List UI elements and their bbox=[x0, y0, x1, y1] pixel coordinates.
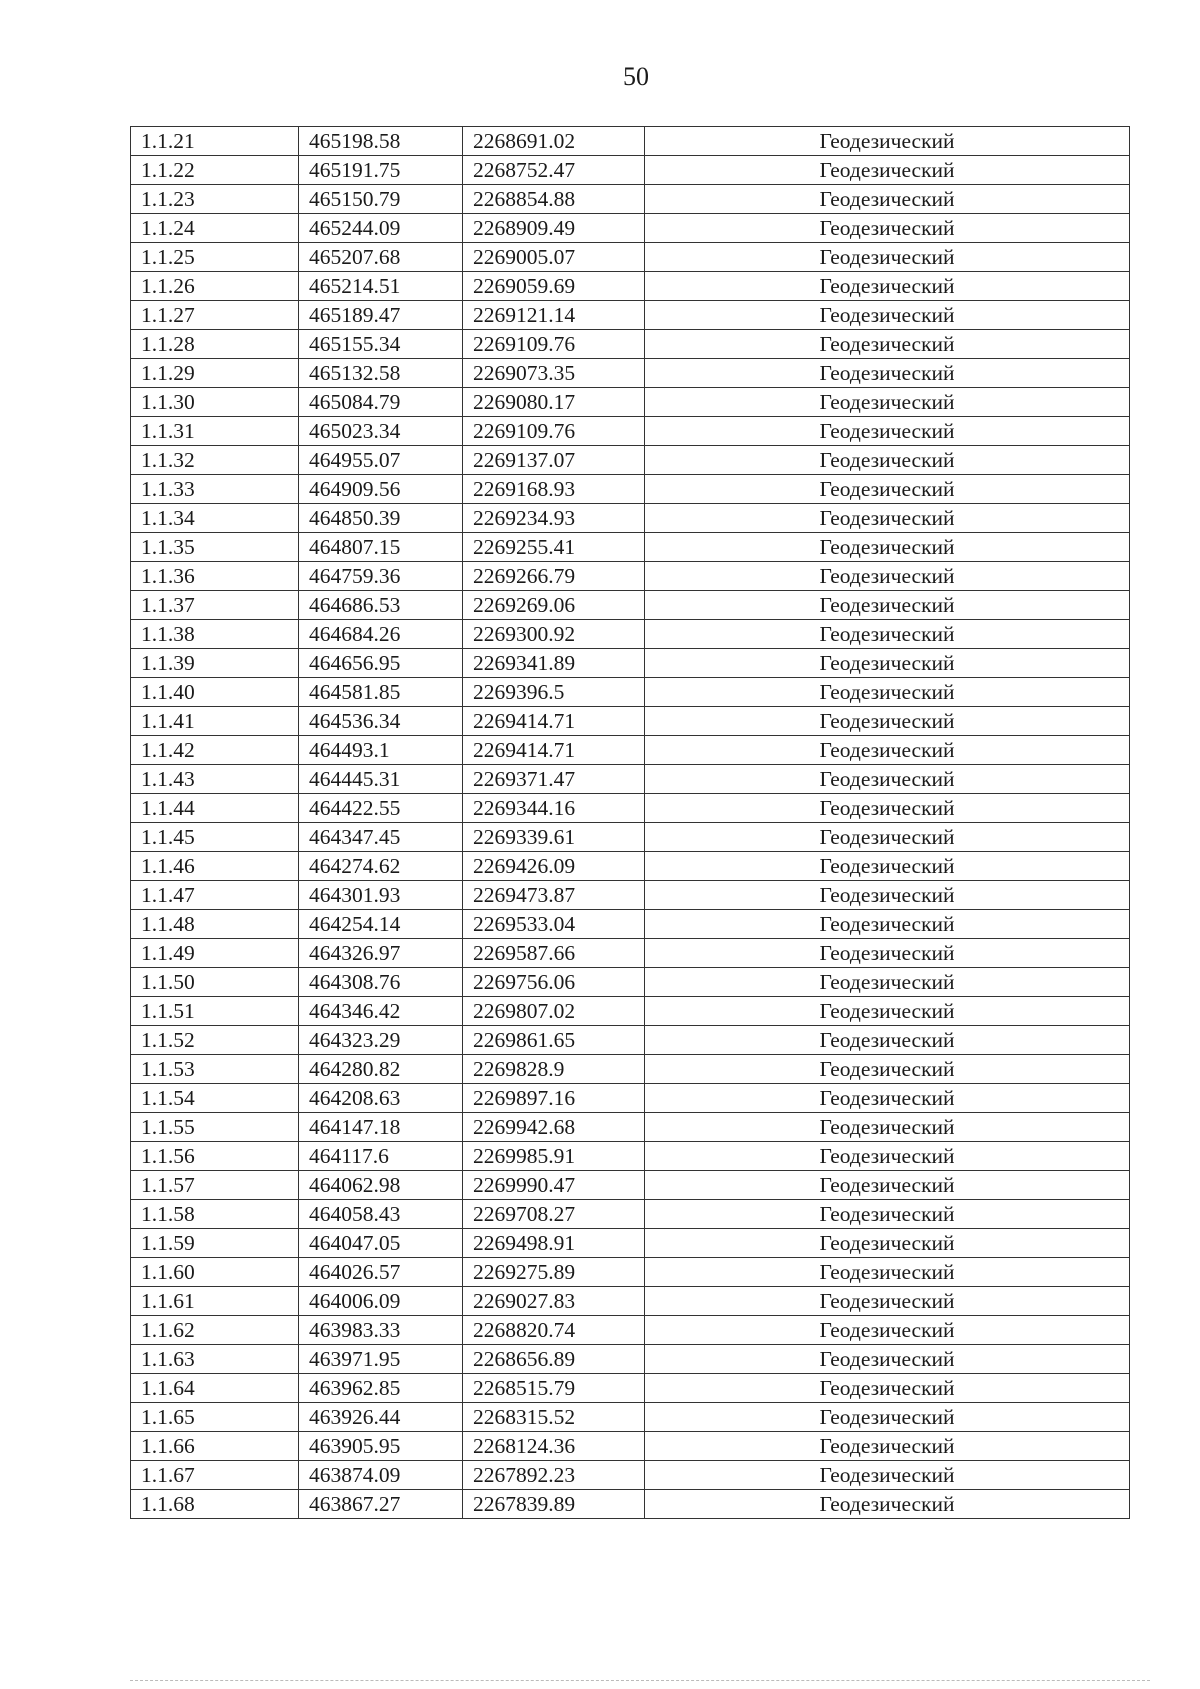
method-cell: Геодезический bbox=[645, 301, 1130, 330]
y-coordinate-cell: 2269426.09 bbox=[463, 852, 645, 881]
y-coordinate-cell: 2269168.93 bbox=[463, 475, 645, 504]
point-id-cell: 1.1.40 bbox=[131, 678, 299, 707]
y-coordinate-cell: 2268315.52 bbox=[463, 1403, 645, 1432]
method-cell: Геодезический bbox=[645, 1490, 1130, 1519]
x-coordinate-cell: 465214.51 bbox=[299, 272, 463, 301]
point-id-cell: 1.1.52 bbox=[131, 1026, 299, 1055]
x-coordinate-cell: 463962.85 bbox=[299, 1374, 463, 1403]
table-row bbox=[131, 649, 1130, 678]
point-id-cell: 1.1.33 bbox=[131, 475, 299, 504]
point-id-cell: 1.1.42 bbox=[131, 736, 299, 765]
y-coordinate-cell: 2269756.06 bbox=[463, 968, 645, 997]
y-coordinate-cell: 2269828.9 bbox=[463, 1055, 645, 1084]
y-coordinate-cell: 2269344.16 bbox=[463, 794, 645, 823]
x-coordinate-cell: 464326.97 bbox=[299, 939, 463, 968]
x-coordinate-cell: 464301.93 bbox=[299, 881, 463, 910]
y-coordinate-cell: 2269234.93 bbox=[463, 504, 645, 533]
table-row bbox=[131, 359, 1130, 388]
y-coordinate-cell: 2269121.14 bbox=[463, 301, 645, 330]
x-coordinate-cell: 465207.68 bbox=[299, 243, 463, 272]
method-cell: Геодезический bbox=[645, 1461, 1130, 1490]
x-coordinate-cell: 463905.95 bbox=[299, 1432, 463, 1461]
point-id-cell: 1.1.36 bbox=[131, 562, 299, 591]
method-cell: Геодезический bbox=[645, 1403, 1130, 1432]
point-id-cell: 1.1.64 bbox=[131, 1374, 299, 1403]
x-coordinate-cell: 464536.34 bbox=[299, 707, 463, 736]
y-coordinate-cell: 2267892.23 bbox=[463, 1461, 645, 1490]
x-coordinate-cell: 464347.45 bbox=[299, 823, 463, 852]
x-coordinate-cell: 464684.26 bbox=[299, 620, 463, 649]
method-cell: Геодезический bbox=[645, 591, 1130, 620]
method-cell: Геодезический bbox=[645, 1055, 1130, 1084]
table-row bbox=[131, 562, 1130, 591]
table-row bbox=[131, 1374, 1130, 1403]
method-cell: Геодезический bbox=[645, 475, 1130, 504]
point-id-cell: 1.1.53 bbox=[131, 1055, 299, 1084]
point-id-cell: 1.1.28 bbox=[131, 330, 299, 359]
y-coordinate-cell: 2269371.47 bbox=[463, 765, 645, 794]
y-coordinate-cell: 2269498.91 bbox=[463, 1229, 645, 1258]
point-id-cell: 1.1.63 bbox=[131, 1345, 299, 1374]
table-row bbox=[131, 330, 1130, 359]
table-row bbox=[131, 243, 1130, 272]
table-row bbox=[131, 1055, 1130, 1084]
table-row bbox=[131, 736, 1130, 765]
table-row bbox=[131, 1142, 1130, 1171]
method-cell: Геодезический bbox=[645, 968, 1130, 997]
x-coordinate-cell: 464445.31 bbox=[299, 765, 463, 794]
scan-artifact-line bbox=[130, 1680, 1150, 1682]
y-coordinate-cell: 2269414.71 bbox=[463, 736, 645, 765]
point-id-cell: 1.1.56 bbox=[131, 1142, 299, 1171]
y-coordinate-cell: 2269109.76 bbox=[463, 417, 645, 446]
table-row bbox=[131, 1345, 1130, 1374]
table-row bbox=[131, 417, 1130, 446]
method-cell: Геодезический bbox=[645, 1026, 1130, 1055]
y-coordinate-cell: 2269708.27 bbox=[463, 1200, 645, 1229]
method-cell: Геодезический bbox=[645, 533, 1130, 562]
method-cell: Геодезический bbox=[645, 388, 1130, 417]
y-coordinate-cell: 2269137.07 bbox=[463, 446, 645, 475]
point-id-cell: 1.1.24 bbox=[131, 214, 299, 243]
y-coordinate-cell: 2268656.89 bbox=[463, 1345, 645, 1374]
table-row bbox=[131, 1200, 1130, 1229]
table-row bbox=[131, 504, 1130, 533]
method-cell: Геодезический bbox=[645, 359, 1130, 388]
x-coordinate-cell: 464759.36 bbox=[299, 562, 463, 591]
point-id-cell: 1.1.31 bbox=[131, 417, 299, 446]
method-cell: Геодезический bbox=[645, 881, 1130, 910]
y-coordinate-cell: 2267839.89 bbox=[463, 1490, 645, 1519]
method-cell: Геодезический bbox=[645, 417, 1130, 446]
x-coordinate-cell: 464062.98 bbox=[299, 1171, 463, 1200]
table-row bbox=[131, 591, 1130, 620]
y-coordinate-cell: 2269300.92 bbox=[463, 620, 645, 649]
point-id-cell: 1.1.44 bbox=[131, 794, 299, 823]
y-coordinate-cell: 2269073.35 bbox=[463, 359, 645, 388]
y-coordinate-cell: 2268820.74 bbox=[463, 1316, 645, 1345]
table-row bbox=[131, 475, 1130, 504]
x-coordinate-cell: 464308.76 bbox=[299, 968, 463, 997]
point-id-cell: 1.1.27 bbox=[131, 301, 299, 330]
table-row bbox=[131, 1171, 1130, 1200]
y-coordinate-cell: 2269266.79 bbox=[463, 562, 645, 591]
coordinates-table-body bbox=[131, 127, 1130, 1519]
table-row bbox=[131, 1229, 1130, 1258]
point-id-cell: 1.1.46 bbox=[131, 852, 299, 881]
table-row bbox=[131, 272, 1130, 301]
point-id-cell: 1.1.34 bbox=[131, 504, 299, 533]
y-coordinate-cell: 2268124.36 bbox=[463, 1432, 645, 1461]
method-cell: Геодезический bbox=[645, 1171, 1130, 1200]
table-row bbox=[131, 1113, 1130, 1142]
point-id-cell: 1.1.35 bbox=[131, 533, 299, 562]
x-coordinate-cell: 463971.95 bbox=[299, 1345, 463, 1374]
y-coordinate-cell: 2269027.83 bbox=[463, 1287, 645, 1316]
x-coordinate-cell: 464047.05 bbox=[299, 1229, 463, 1258]
table-row bbox=[131, 127, 1130, 156]
method-cell: Геодезический bbox=[645, 1084, 1130, 1113]
table-row bbox=[131, 1461, 1130, 1490]
point-id-cell: 1.1.60 bbox=[131, 1258, 299, 1287]
table-row bbox=[131, 446, 1130, 475]
y-coordinate-cell: 2268909.49 bbox=[463, 214, 645, 243]
y-coordinate-cell: 2269339.61 bbox=[463, 823, 645, 852]
x-coordinate-cell: 465132.58 bbox=[299, 359, 463, 388]
x-coordinate-cell: 465198.58 bbox=[299, 127, 463, 156]
method-cell: Геодезический bbox=[645, 736, 1130, 765]
point-id-cell: 1.1.51 bbox=[131, 997, 299, 1026]
method-cell: Геодезический bbox=[645, 1258, 1130, 1287]
y-coordinate-cell: 2269005.07 bbox=[463, 243, 645, 272]
method-cell: Геодезический bbox=[645, 185, 1130, 214]
point-id-cell: 1.1.21 bbox=[131, 127, 299, 156]
point-id-cell: 1.1.47 bbox=[131, 881, 299, 910]
method-cell: Геодезический bbox=[645, 330, 1130, 359]
table-row bbox=[131, 214, 1130, 243]
point-id-cell: 1.1.41 bbox=[131, 707, 299, 736]
method-cell: Геодезический bbox=[645, 939, 1130, 968]
method-cell: Геодезический bbox=[645, 1345, 1130, 1374]
method-cell: Геодезический bbox=[645, 214, 1130, 243]
y-coordinate-cell: 2269269.06 bbox=[463, 591, 645, 620]
table-row bbox=[131, 997, 1130, 1026]
method-cell: Геодезический bbox=[645, 852, 1130, 881]
point-id-cell: 1.1.57 bbox=[131, 1171, 299, 1200]
x-coordinate-cell: 465189.47 bbox=[299, 301, 463, 330]
y-coordinate-cell: 2269109.76 bbox=[463, 330, 645, 359]
method-cell: Геодезический bbox=[645, 1113, 1130, 1142]
y-coordinate-cell: 2269985.91 bbox=[463, 1142, 645, 1171]
table-row bbox=[131, 185, 1130, 214]
x-coordinate-cell: 464955.07 bbox=[299, 446, 463, 475]
method-cell: Геодезический bbox=[645, 1287, 1130, 1316]
x-coordinate-cell: 464280.82 bbox=[299, 1055, 463, 1084]
method-cell: Геодезический bbox=[645, 504, 1130, 533]
point-id-cell: 1.1.43 bbox=[131, 765, 299, 794]
table-row bbox=[131, 794, 1130, 823]
table-row bbox=[131, 765, 1130, 794]
y-coordinate-cell: 2268752.47 bbox=[463, 156, 645, 185]
point-id-cell: 1.1.58 bbox=[131, 1200, 299, 1229]
x-coordinate-cell: 463874.09 bbox=[299, 1461, 463, 1490]
x-coordinate-cell: 464850.39 bbox=[299, 504, 463, 533]
point-id-cell: 1.1.65 bbox=[131, 1403, 299, 1432]
table-row bbox=[131, 156, 1130, 185]
method-cell: Геодезический bbox=[645, 1200, 1130, 1229]
method-cell: Геодезический bbox=[645, 649, 1130, 678]
table-row bbox=[131, 1403, 1130, 1432]
method-cell: Геодезический bbox=[645, 1229, 1130, 1258]
method-cell: Геодезический bbox=[645, 620, 1130, 649]
x-coordinate-cell: 464323.29 bbox=[299, 1026, 463, 1055]
x-coordinate-cell: 464117.6 bbox=[299, 1142, 463, 1171]
method-cell: Геодезический bbox=[645, 446, 1130, 475]
y-coordinate-cell: 2269861.65 bbox=[463, 1026, 645, 1055]
point-id-cell: 1.1.26 bbox=[131, 272, 299, 301]
x-coordinate-cell: 465155.34 bbox=[299, 330, 463, 359]
method-cell: Геодезический bbox=[645, 156, 1130, 185]
page-number: 50 bbox=[623, 62, 649, 91]
x-coordinate-cell: 463867.27 bbox=[299, 1490, 463, 1519]
table-row bbox=[131, 620, 1130, 649]
y-coordinate-cell: 2269807.02 bbox=[463, 997, 645, 1026]
point-id-cell: 1.1.39 bbox=[131, 649, 299, 678]
x-coordinate-cell: 464686.53 bbox=[299, 591, 463, 620]
method-cell: Геодезический bbox=[645, 707, 1130, 736]
y-coordinate-cell: 2268691.02 bbox=[463, 127, 645, 156]
x-coordinate-cell: 464909.56 bbox=[299, 475, 463, 504]
point-id-cell: 1.1.29 bbox=[131, 359, 299, 388]
method-cell: Геодезический bbox=[645, 562, 1130, 591]
x-coordinate-cell: 464058.43 bbox=[299, 1200, 463, 1229]
table-row bbox=[131, 1258, 1130, 1287]
point-id-cell: 1.1.61 bbox=[131, 1287, 299, 1316]
y-coordinate-cell: 2269533.04 bbox=[463, 910, 645, 939]
y-coordinate-cell: 2269587.66 bbox=[463, 939, 645, 968]
point-id-cell: 1.1.50 bbox=[131, 968, 299, 997]
y-coordinate-cell: 2269942.68 bbox=[463, 1113, 645, 1142]
y-coordinate-cell: 2269341.89 bbox=[463, 649, 645, 678]
point-id-cell: 1.1.49 bbox=[131, 939, 299, 968]
point-id-cell: 1.1.59 bbox=[131, 1229, 299, 1258]
table-row bbox=[131, 388, 1130, 417]
point-id-cell: 1.1.66 bbox=[131, 1432, 299, 1461]
table-row bbox=[131, 1026, 1130, 1055]
method-cell: Геодезический bbox=[645, 794, 1130, 823]
x-coordinate-cell: 464006.09 bbox=[299, 1287, 463, 1316]
method-cell: Геодезический bbox=[645, 997, 1130, 1026]
y-coordinate-cell: 2268515.79 bbox=[463, 1374, 645, 1403]
table-row bbox=[131, 301, 1130, 330]
point-id-cell: 1.1.68 bbox=[131, 1490, 299, 1519]
y-coordinate-cell: 2269059.69 bbox=[463, 272, 645, 301]
table-row bbox=[131, 1316, 1130, 1345]
x-coordinate-cell: 465191.75 bbox=[299, 156, 463, 185]
y-coordinate-cell: 2269897.16 bbox=[463, 1084, 645, 1113]
table-row bbox=[131, 852, 1130, 881]
method-cell: Геодезический bbox=[645, 1316, 1130, 1345]
x-coordinate-cell: 464026.57 bbox=[299, 1258, 463, 1287]
x-coordinate-cell: 464274.62 bbox=[299, 852, 463, 881]
point-id-cell: 1.1.23 bbox=[131, 185, 299, 214]
y-coordinate-cell: 2269080.17 bbox=[463, 388, 645, 417]
method-cell: Геодезический bbox=[645, 910, 1130, 939]
table-row bbox=[131, 1432, 1130, 1461]
table-row bbox=[131, 910, 1130, 939]
table-row bbox=[131, 678, 1130, 707]
point-id-cell: 1.1.62 bbox=[131, 1316, 299, 1345]
x-coordinate-cell: 464581.85 bbox=[299, 678, 463, 707]
x-coordinate-cell: 463926.44 bbox=[299, 1403, 463, 1432]
table-row bbox=[131, 1084, 1130, 1113]
point-id-cell: 1.1.48 bbox=[131, 910, 299, 939]
y-coordinate-cell: 2268854.88 bbox=[463, 185, 645, 214]
method-cell: Геодезический bbox=[645, 127, 1130, 156]
x-coordinate-cell: 465023.34 bbox=[299, 417, 463, 446]
method-cell: Геодезический bbox=[645, 823, 1130, 852]
method-cell: Геодезический bbox=[645, 1142, 1130, 1171]
x-coordinate-cell: 464254.14 bbox=[299, 910, 463, 939]
point-id-cell: 1.1.37 bbox=[131, 591, 299, 620]
point-id-cell: 1.1.22 bbox=[131, 156, 299, 185]
x-coordinate-cell: 465244.09 bbox=[299, 214, 463, 243]
point-id-cell: 1.1.30 bbox=[131, 388, 299, 417]
x-coordinate-cell: 465084.79 bbox=[299, 388, 463, 417]
method-cell: Геодезический bbox=[645, 1432, 1130, 1461]
table-row bbox=[131, 533, 1130, 562]
x-coordinate-cell: 464346.42 bbox=[299, 997, 463, 1026]
y-coordinate-cell: 2269414.71 bbox=[463, 707, 645, 736]
x-coordinate-cell: 464422.55 bbox=[299, 794, 463, 823]
x-coordinate-cell: 464147.18 bbox=[299, 1113, 463, 1142]
x-coordinate-cell: 464208.63 bbox=[299, 1084, 463, 1113]
point-id-cell: 1.1.67 bbox=[131, 1461, 299, 1490]
y-coordinate-cell: 2269275.89 bbox=[463, 1258, 645, 1287]
y-coordinate-cell: 2269990.47 bbox=[463, 1171, 645, 1200]
x-coordinate-cell: 465150.79 bbox=[299, 185, 463, 214]
x-coordinate-cell: 464807.15 bbox=[299, 533, 463, 562]
method-cell: Геодезический bbox=[645, 272, 1130, 301]
y-coordinate-cell: 2269473.87 bbox=[463, 881, 645, 910]
point-id-cell: 1.1.45 bbox=[131, 823, 299, 852]
x-coordinate-cell: 464656.95 bbox=[299, 649, 463, 678]
method-cell: Геодезический bbox=[645, 678, 1130, 707]
table-row bbox=[131, 1490, 1130, 1519]
point-id-cell: 1.1.55 bbox=[131, 1113, 299, 1142]
method-cell: Геодезический bbox=[645, 243, 1130, 272]
method-cell: Геодезический bbox=[645, 1374, 1130, 1403]
point-id-cell: 1.1.38 bbox=[131, 620, 299, 649]
coordinates-table-container bbox=[130, 126, 1130, 1519]
x-coordinate-cell: 463983.33 bbox=[299, 1316, 463, 1345]
point-id-cell: 1.1.54 bbox=[131, 1084, 299, 1113]
table-row bbox=[131, 881, 1130, 910]
table-row bbox=[131, 968, 1130, 997]
table-row bbox=[131, 939, 1130, 968]
y-coordinate-cell: 2269255.41 bbox=[463, 533, 645, 562]
y-coordinate-cell: 2269396.5 bbox=[463, 678, 645, 707]
coordinates-table bbox=[130, 126, 1130, 1519]
table-row bbox=[131, 707, 1130, 736]
method-cell: Геодезический bbox=[645, 765, 1130, 794]
point-id-cell: 1.1.25 bbox=[131, 243, 299, 272]
table-row bbox=[131, 823, 1130, 852]
table-row bbox=[131, 1287, 1130, 1316]
point-id-cell: 1.1.32 bbox=[131, 446, 299, 475]
x-coordinate-cell: 464493.1 bbox=[299, 736, 463, 765]
